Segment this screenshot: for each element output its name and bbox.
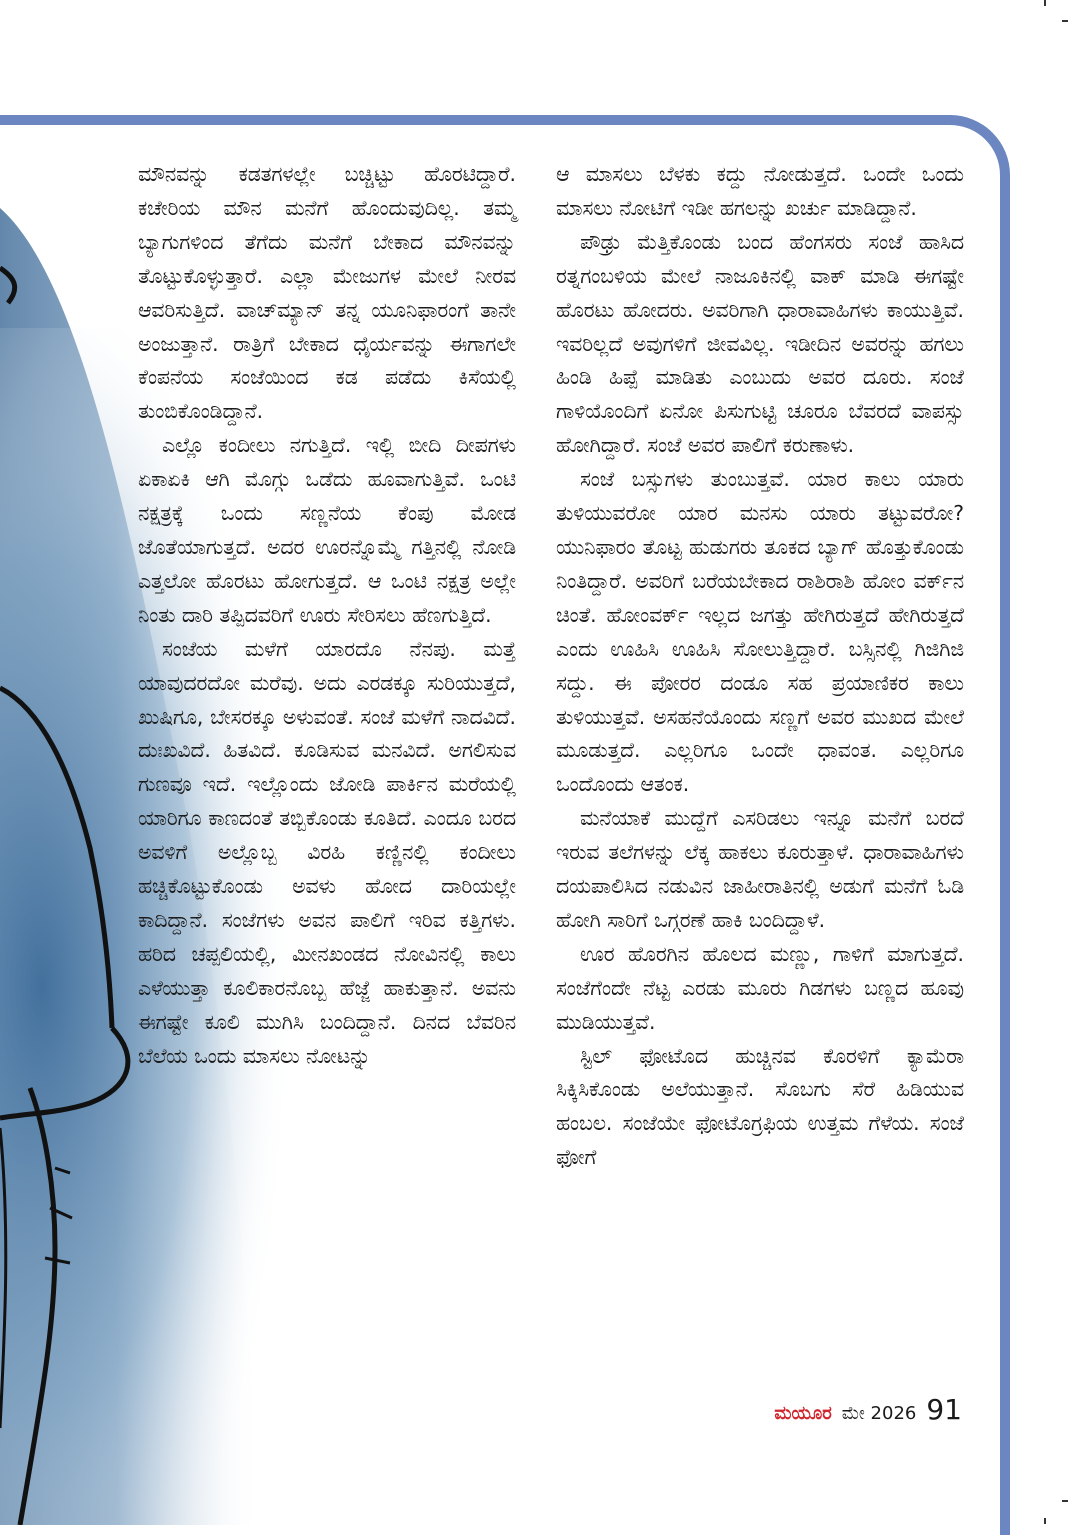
article-column-left bbox=[138, 158, 516, 1073]
paragraph: ಸ್ಟಿಲ್ ಫೋಟೊದ ಹುಚ್ಚಿನವ ಕೊರಳಿಗೆ ಕ್ಯಾಮೆರಾ ಸಿಕ್ಕಿಸಿಕೊಂಡು ಅಲೆಯುತ್ತಾನೆ. ಸೊಬಗು ಸೆರೆ ಹಿಡಿಯುವ ಹಂಬಲ. ಸಂಜೆಯೇ ಫೋಟೊಗ್ರಫಿಯ ಉತ್ತಮ ಗೆಳೆಯ. ಸಂಜೆ ಫೋಗೆ bbox=[556, 1043, 964, 1170]
paragraph: ಸಂಜೆಯ ಮಳೆಗೆ ಯಾರದೊ ನೆನಪು. ಮತ್ತೆ ಯಾವುದರದೋ ಮರೆವು. ಅದು ಎರಡಕ್ಕೂ ಸುರಿಯುತ್ತದೆ, ಖುಷಿಗೂ, ಬೇಸರಕ್ಕೂ ಅಳುವಂತೆ. ಸಂಜೆ ಮಳೆಗೆ ನಾದವಿದೆ. ದುಃಖವಿದೆ. ಹಿತವಿದೆ. ಕೂಡಿಸುವ ಮನವಿದೆ. ಅಗಲಿಸುವ ಗುಣವೂ ಇದೆ. ಇಲ್ಲೊಂದು ಜೋಡಿ ಪಾರ್ಕಿನ ಮರೆಯಲ್ಲಿ ಯಾರಿಗೂ ಕಾಣದಂತೆ ತಬ್ಬಿಕೊಂಡು ಕೂತಿದೆ. ಎಂದೂ ಬರದ ಅವಳಿಗೆ ಅಲ್ಲೊಬ್ಬ ವಿರಹಿ ಕಣ್ಣಿನಲ್ಲಿ ಕಂದೀಲು ಹಚ್ಚಿಕೊಟ್ಟುಕೊಂಡು ಅವಳು ಹೋದ ದಾರಿಯಲ್ಲೇ ಕಾದಿದ್ದಾನೆ. ಸಂಜೆಗಳು ಅವನ ಪಾಲಿಗೆ ಇರಿವ ಕತ್ತಿಗಳು. ಹರಿದ ಚಪ್ಪಲಿಯಲ್ಲಿ, ಮೀನಖಂಡದ ನೋವಿನಲ್ಲಿ ಕಾಲು ಎಳೆಯುತ್ತಾ ಕೂಲಿಕಾರನೊಬ್ಬ ಹೆಜ್ಜೆ ಹಾಕುತ್ತಾನೆ. ಅವನು ಈಗಷ್ಟೇ ಕೂಲಿ ಮುಗಿಸಿ ಬಂದಿದ್ದಾನೆ. ದಿನದ ಬೆವರಿನ ಬೆಲೆಯ ಒಂದು ಮಾಸಲು ನೋಟನ್ನು bbox=[138, 636, 516, 1068]
crop-mark bbox=[1062, 20, 1068, 22]
page-number: 91 bbox=[926, 1393, 962, 1426]
paragraph: ಪೌಢ್ರು ಮೆತ್ತಿಕೊಂಡು ಬಂದ ಹೆಂಗಸರು ಸಂಜೆ ಹಾಸಿದ ರತ್ನಗಂಬಳಿಯ ಮೇಲೆ ನಾಜೂಕಿನಲ್ಲಿ ವಾಕ್ ಮಾಡಿ ಈಗಷ್ಟೇ ಹೊರಟು ಹೋದರು. ಅವರಿಗಾಗಿ ಧಾರಾವಾಹಿಗಳು ಕಾಯುತ್ತಿವೆ. ಇವರಿಲ್ಲದೆ ಅವುಗಳಿಗೆ ಜೀವವಿಲ್ಲ. ಇಡೀದಿನ ಅವರನ್ನು ಹಗಲು ಹಿಂಡಿ ಹಿಪ್ಪೆ ಮಾಡಿತು ಎಂಬುದು ಅವರ ದೂರು. ಸಂಜೆ ಗಾಳಿಯೊಂದಿಗೆ ಏನೋ ಪಿಸುಗುಟ್ಟಿ ಚೂರೂ ಬೆವರದೆ ವಾಪಸ್ಸು ಹೋಗಿದ್ದಾರೆ. ಸಂಜೆ ಅವರ ಪಾಲಿಗೆ ಕರುಣಾಳು. bbox=[556, 229, 964, 458]
paragraph: ಮೌನವನ್ನು ಕಡತಗಳಲ್ಲೇ ಬಚ್ಚಿಟ್ಟು ಹೊರಟಿದ್ದಾರೆ. ಕಚೇರಿಯ ಮೌನ ಮನೆಗೆ ಹೊಂದುವುದಿಲ್ಲ. ತಮ್ಮ ಬ್ಯಾಗುಗಳಿಂದ ತೆಗೆದು ಮನೆಗೆ ಬೇಕಾದ ಮೌನವನ್ನು ತೊಟ್ಟುಕೊಳ್ಳುತ್ತಾರೆ. ಎಲ್ಲಾ ಮೇಜುಗಳ ಮೇಲೆ ನೀರವ ಆವರಿಸುತ್ತಿದೆ. ವಾಚ್‌ಮ್ಯಾನ್ ತನ್ನ ಯೂನಿಫಾರಂಗೆ ತಾನೇ ಅಂಜುತ್ತಾನೆ. ರಾತ್ರಿಗೆ ಬೇಕಾದ ಧೈರ್ಯವನ್ನು ಈಗಾಗಲೇ ಕೆಂಪನೆಯ ಸಂಜೆಯಿಂದ ಕಡ ಪಡೆದು ಕಿಸೆಯಲ್ಲಿ ತುಂಬಿಕೊಂಡಿದ್ದಾನೆ. bbox=[138, 162, 516, 424]
issue-date: ಮೇ 2026 bbox=[841, 1403, 917, 1424]
paragraph: ಮನೆಯಾಕೆ ಮುದ್ದೆಗೆ ಎಸರಿಡಲು ಇನ್ನೂ ಮನೆಗೆ ಬರದೆ ಇರುವ ತಲೆಗಳನ್ನು ಲೆಕ್ಕ ಹಾಕಲು ಕೂರುತ್ತಾಳೆ. ಧಾರಾವಾಹಿಗಳು ದಯಪಾಲಿಸಿದ ನಡುವಿನ ಜಾಹೀರಾತಿನಲ್ಲಿ ಅಡುಗೆ ಮನೆಗೆ ಓಡಿ ಹೋಗಿ ಸಾರಿಗೆ ಒಗ್ಗರಣೆ ಹಾಕಿ ಬಂದಿದ್ದಾಳೆ. bbox=[556, 806, 964, 932]
paragraph: ಸಂಜೆ ಬಸ್ಸುಗಳು ತುಂಬುತ್ತವೆ. ಯಾರ ಕಾಲು ಯಾರು ತುಳಿಯುವರೋ ಯಾರ ಮನಸು ಯಾರು ತಟ್ಟುವರೋ? ಯುನಿಫಾರಂ ತೊಟ್ಟ ಹುಡುಗರು ತೂಕದ ಬ್ಯಾಗ್ ಹೊತ್ತುಕೊಂಡು ನಿಂತಿದ್ದಾರೆ. ಅವರಿಗೆ ಬರೆಯಬೇಕಾದ ರಾಶಿರಾಶಿ ಹೋಂ ವರ್ಕ್‌ನ ಚಿಂತೆ. ಹೋಂವರ್ಕ್ ಇಲ್ಲದ ಜಗತ್ತು ಹೇಗಿರುತ್ತದೆ ಹೇಗಿರುತ್ತದೆ ಎಂದು ಊಹಿಸಿ ಊಹಿಸಿ ಸೋಲುತ್ತಿದ್ದಾರೆ. ಬಸ್ಸಿನಲ್ಲಿ ಗಿಜಿಗಿಜಿ ಸದ್ದು. ಈ ಪೋರರ ದಂಡೂ ಸಹ ಪ್ರಯಾಣಿಕರ ಕಾಲು ತುಳಿಯುತ್ತವೆ. ಅಸಹನೆಯೊಂದು ಸಣ್ಣಗೆ ಅವರ ಮುಖದ ಮೇಲೆ ಮೂಡುತ್ತದೆ. ಎಲ್ಲರಿಗೂ ಒಂದೇ ಧಾವಂತ. ಎಲ್ಲರಿಗೂ ಒಂದೊಂದು ಆತಂಕ. bbox=[556, 467, 964, 797]
paragraph: ಆ ಮಾಸಲು ಬೆಳಕು ಕದ್ದು ನೋಡುತ್ತದೆ. ಒಂದೇ ಒಂದು ಮಾಸಲು ನೋಟಿಗೆ ಇಡೀ ಹಗಲನ್ನು ಖರ್ಚು ಮಾಡಿದ್ದಾನೆ. bbox=[556, 162, 964, 220]
article-column-right bbox=[556, 158, 964, 1175]
crop-mark bbox=[1062, 1500, 1068, 1502]
page-footer bbox=[774, 1393, 962, 1426]
magazine-brand: ಮಯೂರ bbox=[774, 1403, 832, 1424]
crop-mark bbox=[1044, 1518, 1046, 1524]
paragraph: ಊರ ಹೊರಗಿನ ಹೊಲದ ಮಣ್ಣು, ಗಾಳಿಗೆ ಮಾಗುತ್ತದೆ. ಸಂಜೆಗೆಂದೇ ನೆಟ್ಟ ಎರಡು ಮೂರು ಗಿಡಗಳು ಬಣ್ಣದ ಹೂವು ಮುಡಿಯುತ್ತವೆ. bbox=[556, 941, 964, 1034]
crop-mark bbox=[1044, 0, 1046, 6]
paragraph: ಎಲ್ಲೊ ಕಂದೀಲು ನಗುತ್ತಿದೆ. ಇಲ್ಲಿ ಬೀದಿ ದೀಪಗಳು ಏಕಾಏಕಿ ಆಗಿ ಮೊಗ್ಗು ಒಡೆದು ಹೂವಾಗುತ್ತಿವೆ. ಒಂಟಿ ನಕ್ಷತ್ರಕ್ಕೆ ಒಂದು ಸಣ್ಣನೆಯ ಕೆಂಪು ಮೋಡ ಜೊತೆಯಾಗುತ್ತದೆ. ಅದರ ಊರನ್ನೊಮ್ಮೆ ಗತ್ತಿನಲ್ಲಿ ನೋಡಿ ಎತ್ತಲೋ ಹೊರಟು ಹೋಗುತ್ತದೆ. ಆ ಒಂಟಿ ನಕ್ಷತ್ರ ಅಲ್ಲೇ ನಿಂತು ದಾರಿ ತಪ್ಪಿದವರಿಗೆ ಊರು ಸೇರಿಸಲು ಹೆಣಗುತ್ತಿದೆ. bbox=[138, 433, 516, 627]
